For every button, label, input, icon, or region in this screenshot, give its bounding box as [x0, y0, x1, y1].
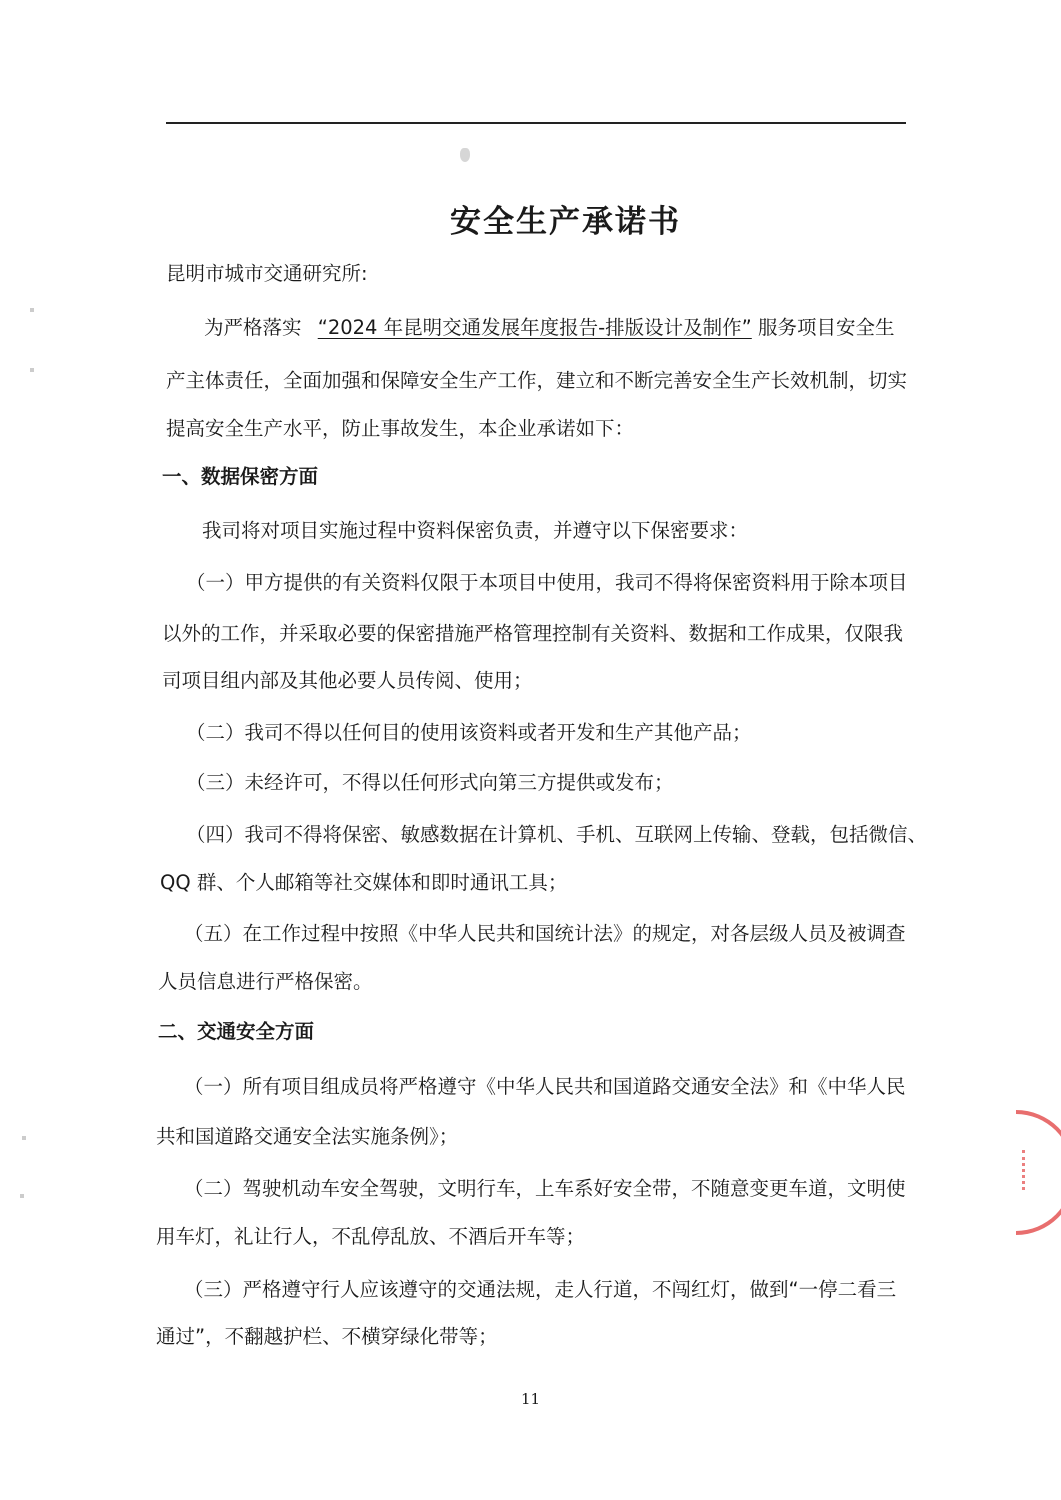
intro-line-3: 提高安全生产水平，防止事故发生，本企业承诺如下：	[166, 417, 635, 440]
header-rule	[166, 122, 906, 124]
project-name: “2024 年昆明交通发展年度报告-排版设计及制作”	[317, 316, 752, 339]
scan-speck	[20, 1194, 24, 1198]
section-2-heading: 二、交通安全方面	[158, 1020, 315, 1043]
s1-item-4-line-1: （四）我司不得将保密、敏感数据在计算机、手机、互联网上传输、登载，包括微信、	[186, 823, 928, 846]
s1-item-4-line-2: QQ 群、个人邮箱等社交媒体和即时通讯工具；	[160, 871, 568, 894]
s1-item-1-line-3: 司项目组内部及其他必要人员传阅、使用；	[162, 669, 533, 692]
addressee: 昆明市城市交通研究所:	[166, 262, 368, 285]
s2-item-1-line-1: （一）所有项目组成员将严格遵守《中华人民共和国道路交通安全法》和《中华人民	[184, 1075, 906, 1098]
s1-item-1-line-2: 以外的工作，并采取必要的保密措施严格管理控制有关资料、数据和工作成果，仅限我	[162, 622, 904, 645]
intro-line-2: 产主体责任，全面加强和保障安全生产工作，建立和不断完善安全生产长效机制，切实	[166, 369, 908, 392]
scan-mark-icon	[460, 148, 470, 162]
s1-item-3: （三）未经许可，不得以任何形式向第三方提供或发布；	[186, 771, 674, 794]
scan-speck	[30, 368, 34, 372]
page-title: 安全生产承诺书	[450, 204, 681, 240]
s1-item-2: （二）我司不得以任何目的使用该资料或者开发和生产其他产品；	[186, 721, 752, 744]
section-1-heading: 一、数据保密方面	[162, 465, 319, 488]
scan-speck	[22, 1136, 26, 1140]
intro-line-1	[204, 314, 895, 342]
page-number: 11	[520, 1390, 541, 1408]
s2-item-2-line-2: 用车灯，礼让行人，不乱停乱放、不酒后开车等；	[156, 1225, 586, 1248]
seal-detail	[1022, 1150, 1033, 1190]
s2-item-1-line-2: 共和国道路交通安全法实施条例》；	[156, 1125, 459, 1148]
s1-item-5-line-1: （五）在工作过程中按照《中华人民共和国统计法》的规定，对各层级人员及被调查	[184, 922, 906, 945]
s1-item-5-line-2: 人员信息进行严格保密。	[158, 970, 373, 993]
intro-prefix: 为严格落实	[204, 316, 302, 339]
s2-item-2-line-1: （二）驾驶机动车安全驾驶，文明行车，上车系好安全带，不随意变更车道，文明使	[184, 1177, 906, 1200]
s1-item-1-line-1: （一）甲方提供的有关资料仅限于本项目中使用，我司不得将保密资料用于除本项目	[186, 571, 908, 594]
s2-item-3-line-1: （三）严格遵守行人应该遵守的交通法规，走人行道，不闯红灯，做到“一停二看三	[184, 1278, 897, 1301]
scan-speck	[30, 308, 34, 312]
s2-item-3-line-2: 通过”，不翻越护栏、不横穿绿化带等；	[156, 1325, 498, 1348]
section-1-lead: 我司将对项目实施过程中资料保密负责，并遵守以下保密要求：	[202, 519, 749, 542]
intro-suffix: 服务项目安全生	[758, 316, 895, 339]
